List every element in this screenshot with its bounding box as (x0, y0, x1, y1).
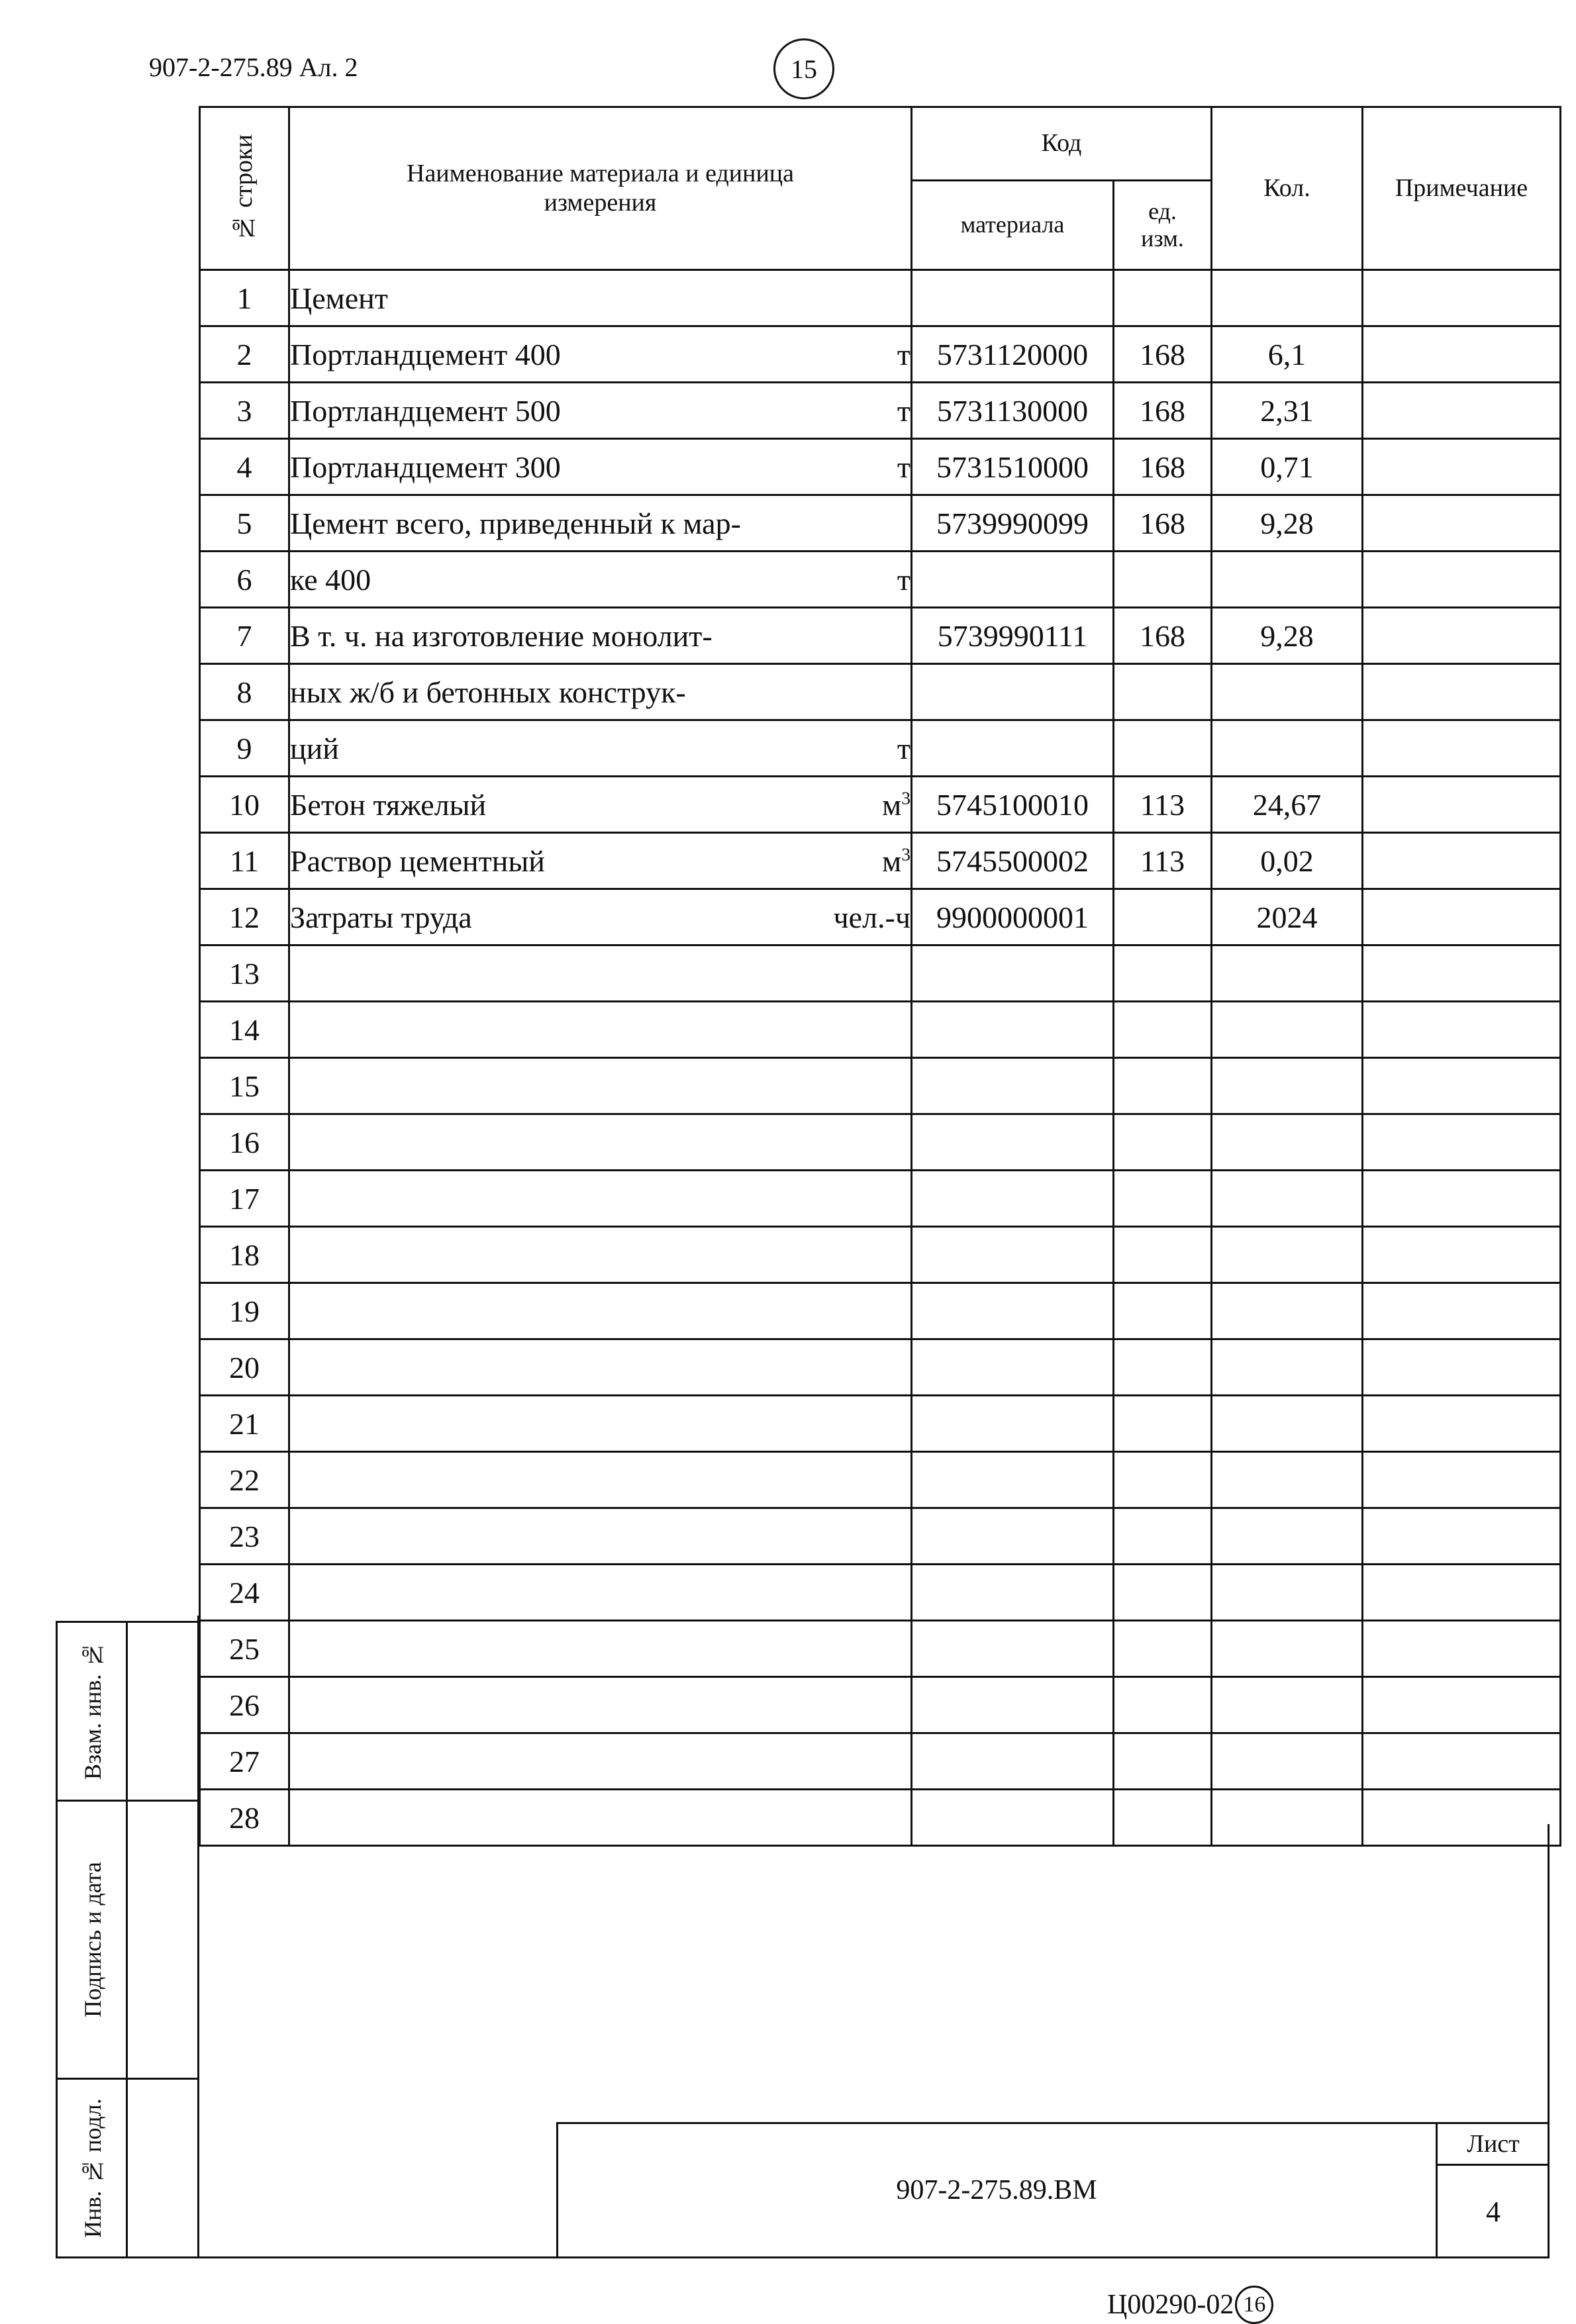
note (1363, 889, 1561, 945)
material-code: 5745100010 (912, 777, 1114, 833)
footer-circle (1235, 2286, 1273, 2324)
material-name: Затраты труда (290, 900, 472, 934)
material-name: Цемент (290, 281, 388, 315)
material-code (912, 552, 1114, 608)
table-row (200, 1508, 1561, 1565)
material-code (912, 1283, 1114, 1339)
material-code (912, 945, 1114, 1002)
material-code (912, 1339, 1114, 1396)
material-unit: $м^3$ (882, 844, 911, 878)
stamp-inv-label (73, 2080, 113, 2256)
material-name-cell (289, 1227, 912, 1283)
unit-code (1114, 1677, 1212, 1733)
table-row (200, 720, 1561, 777)
header-row-no-label: № строки (230, 134, 258, 242)
note (1363, 1002, 1561, 1058)
material-name: ных ж/б и бетонных конструк- (290, 675, 686, 709)
material-name-wrap (290, 675, 911, 710)
material-unit: т (897, 562, 911, 597)
unit-code (1114, 889, 1212, 945)
material-code (912, 1621, 1114, 1677)
note (1363, 1058, 1561, 1114)
unit-code (1114, 552, 1212, 608)
material-code (912, 1677, 1114, 1733)
material-code (912, 1227, 1114, 1283)
note (1363, 777, 1561, 833)
table-row (200, 383, 1561, 439)
row-number: 28 (200, 1790, 289, 1846)
unit-superscript: 3 (901, 787, 911, 808)
material-name-wrap (290, 787, 911, 822)
unit-code (1114, 1283, 1212, 1339)
unit-code (1114, 1621, 1212, 1677)
header-note: Примечание (1363, 107, 1561, 270)
material-name-cell (289, 1058, 912, 1114)
row-number: 19 (200, 1283, 289, 1339)
material-code (912, 1790, 1114, 1846)
footer-circle-number: 16 (1243, 2292, 1266, 2317)
table-row (200, 495, 1561, 552)
quantity: 0,02 (1212, 833, 1363, 889)
unit-code (1114, 1790, 1212, 1846)
note (1363, 439, 1561, 495)
table-row (200, 777, 1561, 833)
material-name-cell (289, 1114, 912, 1171)
quantity (1212, 945, 1363, 1002)
note (1363, 608, 1561, 664)
quantity: 9,28 (1212, 495, 1363, 552)
material-name: Портландцемент 400 (290, 337, 561, 371)
titleblock-doc-designation: 907-2-275.89.ВМ (896, 2174, 1097, 2205)
quantity (1212, 1790, 1363, 1846)
titleblock-sheet-label: Лист (1467, 2129, 1520, 2158)
row-number: 12 (200, 889, 289, 945)
unit-code: 168 (1114, 495, 1212, 552)
unit-code: 113 (1114, 777, 1212, 833)
frame-left-line (197, 1616, 199, 2258)
material-name-cell (289, 383, 912, 439)
material-name-cell (289, 1339, 912, 1396)
note (1363, 1790, 1561, 1846)
material-code (912, 1508, 1114, 1565)
unit-code (1114, 1508, 1212, 1565)
row-number: 17 (200, 1171, 289, 1227)
row-number: 21 (200, 1396, 289, 1452)
row-number: 1 (200, 270, 289, 326)
quantity (1212, 1621, 1363, 1677)
material-name: Раствор цементный (290, 844, 545, 878)
header-name: Наименование материала и единица измерения (289, 107, 912, 270)
row-number: 5 (200, 495, 289, 552)
quantity (1212, 1339, 1363, 1396)
unit-code: 168 (1114, 439, 1212, 495)
quantity: 24,67 (1212, 777, 1363, 833)
quantity (1212, 1733, 1363, 1790)
table-row (200, 1058, 1561, 1114)
row-number: 15 (200, 1058, 289, 1114)
quantity (1212, 270, 1363, 326)
row-number: 20 (200, 1339, 289, 1396)
material-name-cell (289, 889, 912, 945)
note (1363, 1339, 1561, 1396)
material-code (912, 1171, 1114, 1227)
unit-code (1114, 720, 1212, 777)
stamp-div-1 (56, 1800, 199, 1802)
table-row (200, 889, 1561, 945)
unit-code (1114, 1002, 1212, 1058)
row-number: 7 (200, 608, 289, 664)
material-name-cell (289, 326, 912, 383)
unit-code (1114, 1339, 1212, 1396)
table-row (200, 552, 1561, 608)
table-row (200, 608, 1561, 664)
unit-code: 168 (1114, 383, 1212, 439)
material-name-cell (289, 720, 912, 777)
material-name-cell (289, 270, 912, 326)
stamp-inner-left (126, 1621, 128, 2258)
material-name: ций (290, 731, 339, 765)
quantity (1212, 1283, 1363, 1339)
materials-table (199, 106, 1561, 1847)
material-code: 5731120000 (912, 326, 1114, 383)
page-number: 15 (791, 54, 817, 84)
unit-code (1114, 1114, 1212, 1171)
material-code: 5731130000 (912, 383, 1114, 439)
unit-code (1114, 1058, 1212, 1114)
material-name: В т. ч. на изготовление монолит- (290, 618, 713, 653)
note (1363, 1171, 1561, 1227)
material-code (912, 1002, 1114, 1058)
page-number-circle (773, 38, 834, 99)
quantity (1212, 1114, 1363, 1171)
stamp-podpis-text: Подпись и дата (79, 1862, 106, 2018)
material-name-wrap (290, 844, 911, 879)
material-name-cell (289, 439, 912, 495)
note (1363, 1677, 1561, 1733)
material-code: 5745500002 (912, 833, 1114, 889)
table-row (200, 326, 1561, 383)
row-number: 25 (200, 1621, 289, 1677)
material-code (912, 1114, 1114, 1171)
material-code: 5731510000 (912, 439, 1114, 495)
material-name-cell (289, 833, 912, 889)
table-row (200, 1621, 1561, 1677)
row-number: 13 (200, 945, 289, 1002)
table-row (200, 1790, 1561, 1846)
note (1363, 1227, 1561, 1283)
stamp-vzam-text: Взам. инв. № (79, 1641, 106, 1780)
material-name-cell (289, 1171, 912, 1227)
footer-code (1107, 2286, 1273, 2324)
material-unit: т (897, 450, 911, 484)
note (1363, 495, 1561, 552)
unit-code (1114, 1733, 1212, 1790)
material-name: Портландцемент 500 (290, 393, 561, 428)
material-unit: чел.-ч (833, 900, 911, 934)
table-row (200, 1733, 1561, 1790)
table-row (200, 1339, 1561, 1396)
material-name-cell (289, 1396, 912, 1452)
note (1363, 1396, 1561, 1452)
material-name-cell (289, 1677, 912, 1733)
row-number: 16 (200, 1114, 289, 1171)
note (1363, 1283, 1561, 1339)
row-number: 27 (200, 1733, 289, 1790)
note (1363, 1621, 1561, 1677)
material-name-cell (289, 1565, 912, 1621)
row-number: 6 (200, 552, 289, 608)
row-number: 14 (200, 1002, 289, 1058)
row-number: 2 (200, 326, 289, 383)
quantity (1212, 1677, 1363, 1733)
material-name-wrap (290, 281, 911, 316)
material-unit: т (897, 731, 911, 765)
quantity (1212, 552, 1363, 608)
note (1363, 1565, 1561, 1621)
row-number: 23 (200, 1508, 289, 1565)
table-row (200, 1171, 1561, 1227)
unit-code (1114, 270, 1212, 326)
unit-code: 168 (1114, 326, 1212, 383)
table-row (200, 945, 1561, 1002)
table-row (200, 1452, 1561, 1508)
note (1363, 1452, 1561, 1508)
material-code (912, 1452, 1114, 1508)
material-name-wrap (290, 337, 911, 372)
material-code (912, 1565, 1114, 1621)
material-name-cell (289, 495, 912, 552)
material-name-cell (289, 552, 912, 608)
table-row (200, 1283, 1561, 1339)
material-name-wrap (290, 731, 911, 766)
quantity: 6,1 (1212, 326, 1363, 383)
material-name: ке 400 (290, 562, 371, 597)
stamp-podpis-label (73, 1802, 113, 2078)
material-unit: т (897, 393, 911, 428)
table-row (200, 1227, 1561, 1283)
footer-code-text: Ц00290-02 (1107, 2290, 1234, 2320)
table-row (200, 439, 1561, 495)
quantity: 2,31 (1212, 383, 1363, 439)
table-body (200, 270, 1561, 1846)
table-row (200, 270, 1561, 326)
unit-code (1114, 945, 1212, 1002)
material-code (912, 1058, 1114, 1114)
material-code: 5739990111 (912, 608, 1114, 664)
note (1363, 1733, 1561, 1790)
row-number: 4 (200, 439, 289, 495)
header-row-no (200, 107, 289, 270)
material-name-cell (289, 1790, 912, 1846)
material-code (912, 270, 1114, 326)
row-number: 18 (200, 1227, 289, 1283)
header-unit-code: ед. изм. (1114, 181, 1212, 270)
table-row (200, 1565, 1561, 1621)
table-row (200, 664, 1561, 720)
material-name-cell (289, 777, 912, 833)
material-name: Цемент всего, приведенный к мар- (290, 506, 741, 540)
stamp-div-2 (56, 2078, 199, 2080)
note (1363, 720, 1561, 777)
quantity: 2024 (1212, 889, 1363, 945)
stamp-outer-left (56, 1621, 58, 2258)
note (1363, 1114, 1561, 1171)
unit-code (1114, 1396, 1212, 1452)
row-number: 24 (200, 1565, 289, 1621)
quantity (1212, 1508, 1363, 1565)
note (1363, 326, 1561, 383)
material-name-wrap (290, 393, 911, 428)
unit-code (1114, 1452, 1212, 1508)
material-code (912, 1396, 1114, 1452)
row-number: 10 (200, 777, 289, 833)
note (1363, 833, 1561, 889)
material-name-cell (289, 1508, 912, 1565)
quantity: 9,28 (1212, 608, 1363, 664)
material-name-wrap (290, 562, 911, 597)
quantity (1212, 1452, 1363, 1508)
material-code (912, 664, 1114, 720)
quantity (1212, 720, 1363, 777)
unit-code (1114, 1227, 1212, 1283)
row-number: 22 (200, 1452, 289, 1508)
material-name-wrap (290, 618, 911, 654)
material-name-cell (289, 664, 912, 720)
row-number: 8 (200, 664, 289, 720)
table-row (200, 1677, 1561, 1733)
unit-superscript: 3 (901, 844, 911, 865)
note (1363, 270, 1561, 326)
material-name: Бетон тяжелый (290, 787, 487, 822)
material-unit: т (897, 337, 911, 371)
row-number: 9 (200, 720, 289, 777)
row-number: 3 (200, 383, 289, 439)
row-number: 11 (200, 833, 289, 889)
unit-code (1114, 1171, 1212, 1227)
unit-code (1114, 664, 1212, 720)
material-name: Портландцемент 300 (290, 450, 561, 484)
header-qty: Кол. (1212, 107, 1363, 270)
titleblock-sheet-number: 4 (1486, 2195, 1501, 2228)
quantity: 0,71 (1212, 439, 1363, 495)
material-name-cell (289, 945, 912, 1002)
table-row (200, 1114, 1561, 1171)
material-name-wrap (290, 506, 911, 541)
note (1363, 1508, 1561, 1565)
quantity (1212, 1565, 1363, 1621)
note (1363, 945, 1561, 1002)
material-name-cell (289, 1621, 912, 1677)
stamp-vzam-label (73, 1622, 113, 1800)
header-code-group: Код (912, 107, 1212, 181)
table-row (200, 1002, 1561, 1058)
header-material-code: материала (912, 181, 1114, 270)
material-name-cell (289, 1283, 912, 1339)
unit-code (1114, 1565, 1212, 1621)
material-code: 9900000001 (912, 889, 1114, 945)
material-name-wrap (290, 450, 911, 485)
row-number: 26 (200, 1677, 289, 1733)
material-unit: $м^3$ (882, 787, 911, 822)
material-name-wrap (290, 900, 911, 935)
material-name-cell (289, 1733, 912, 1790)
material-name-cell (289, 1002, 912, 1058)
note (1363, 383, 1561, 439)
quantity (1212, 1058, 1363, 1114)
table-row (200, 1396, 1561, 1452)
quantity (1212, 664, 1363, 720)
note (1363, 552, 1561, 608)
material-code (912, 720, 1114, 777)
quantity (1212, 1227, 1363, 1283)
table-row (200, 833, 1561, 889)
material-code (912, 1733, 1114, 1790)
quantity (1212, 1171, 1363, 1227)
note (1363, 664, 1561, 720)
unit-code: 168 (1114, 608, 1212, 664)
material-name-cell (289, 608, 912, 664)
unit-code: 113 (1114, 833, 1212, 889)
material-name-cell (289, 1452, 912, 1508)
quantity (1212, 1396, 1363, 1452)
material-code: 5739990099 (912, 495, 1114, 552)
quantity (1212, 1002, 1363, 1058)
document-code: 907-2-275.89 Ал. 2 (149, 52, 358, 82)
stamp-inv-text: Инв. № подл. (79, 2098, 106, 2239)
